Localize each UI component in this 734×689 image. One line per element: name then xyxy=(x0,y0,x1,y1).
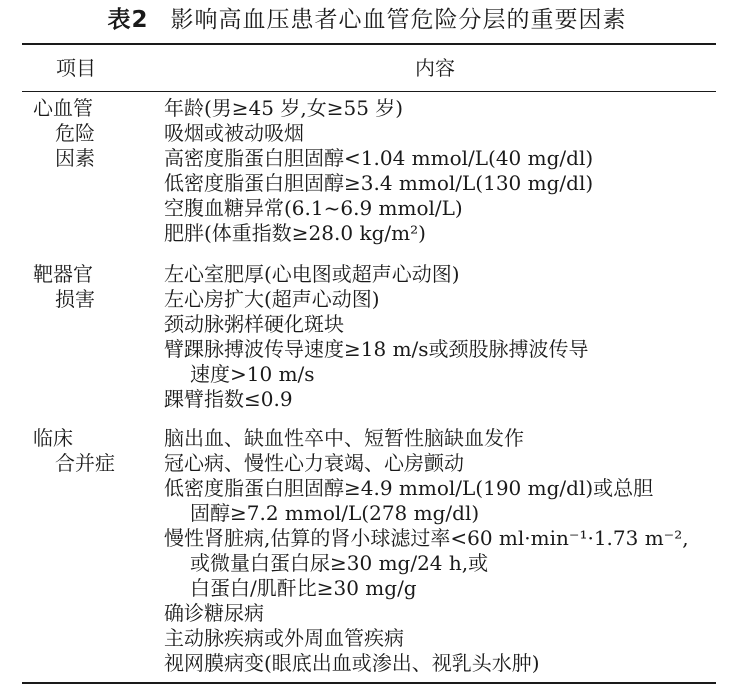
list-item: 慢性肾脏病,估算的肾小球滤过率<60 ml·min⁻¹·1.73 m⁻², xyxy=(164,526,689,550)
list-item: 吸烟或被动吸烟 xyxy=(164,121,304,145)
list-item: 踝臂指数≤0.9 xyxy=(164,387,293,411)
table-title xyxy=(0,0,734,40)
category-line: 靶器官 xyxy=(33,262,93,286)
list-item: 脑出血、缺血性卒中、短暂性脑缺血发作 xyxy=(164,426,524,450)
list-item: 低密度脂蛋白胆固醇≥4.9 mmol/L(190 mg/dl)或总胆 xyxy=(164,476,654,500)
list-item: 确诊糖尿病 xyxy=(164,601,264,625)
list-item: 左心室肥厚(心电图或超声心动图) xyxy=(164,262,460,286)
list-item: 冠心病、慢性心力衰竭、心房颤动 xyxy=(164,451,464,475)
category-line: 损害 xyxy=(55,287,95,311)
list-item: 高密度脂蛋白胆固醇<1.04 mmol/L(40 mg/dl) xyxy=(164,146,594,170)
list-item-continuation: 或微量白蛋白尿≥30 mg/24 h,或 xyxy=(190,551,489,575)
category-target-organ-damage xyxy=(33,262,143,312)
category-line: 合并症 xyxy=(55,451,115,475)
list-item: 空腹血糖异常(6.1~6.9 mmol/L) xyxy=(164,196,463,220)
list-item: 视网膜病变(眼底出血或渗出、视乳头水肿) xyxy=(164,651,540,675)
bottom-rule xyxy=(22,682,716,684)
list-item: 左心房扩大(超声心动图) xyxy=(164,287,380,311)
list-item: 低密度脂蛋白胆固醇≥3.4 mmol/L(130 mg/dl) xyxy=(164,171,594,195)
list-item-continuation: 速度>10 m/s xyxy=(190,362,315,386)
list-item: 臂踝脉搏波传导速度≥18 m/s或颈股脉搏波传导 xyxy=(164,337,589,361)
category-line: 临床 xyxy=(33,426,73,450)
header-content: 内容 xyxy=(415,56,455,80)
top-rule xyxy=(22,43,716,45)
header-rule xyxy=(22,91,716,92)
list-item-continuation: 固醇≥7.2 mmol/L(278 mg/dl) xyxy=(190,501,480,525)
category-line: 心血管 xyxy=(33,96,93,120)
category-cardiovascular-risk xyxy=(33,96,143,171)
list-item: 年龄(男≥45 岁,女≥55 岁) xyxy=(164,96,404,120)
list-item: 主动脉疾病或外周血管疾病 xyxy=(164,626,404,650)
list-item: 肥胖(体重指数≥28.0 kg/m²) xyxy=(164,221,426,245)
items-target-organ-damage xyxy=(164,262,716,412)
table-title-text: 影响高血压患者心血管危险分层的重要因素 xyxy=(170,7,627,33)
items-clinical-complications xyxy=(164,426,716,676)
category-line: 因素 xyxy=(55,146,95,170)
list-item: 颈动脉粥样硬化斑块 xyxy=(164,312,344,336)
header-item: 项目 xyxy=(56,56,96,80)
category-clinical-complications xyxy=(33,426,143,476)
table-number: 表2 xyxy=(107,7,149,33)
category-line: 危险 xyxy=(55,121,95,145)
list-item-continuation: 白蛋白/肌酐比≥30 mg/g xyxy=(190,576,417,600)
items-cardiovascular-risk xyxy=(164,96,716,246)
